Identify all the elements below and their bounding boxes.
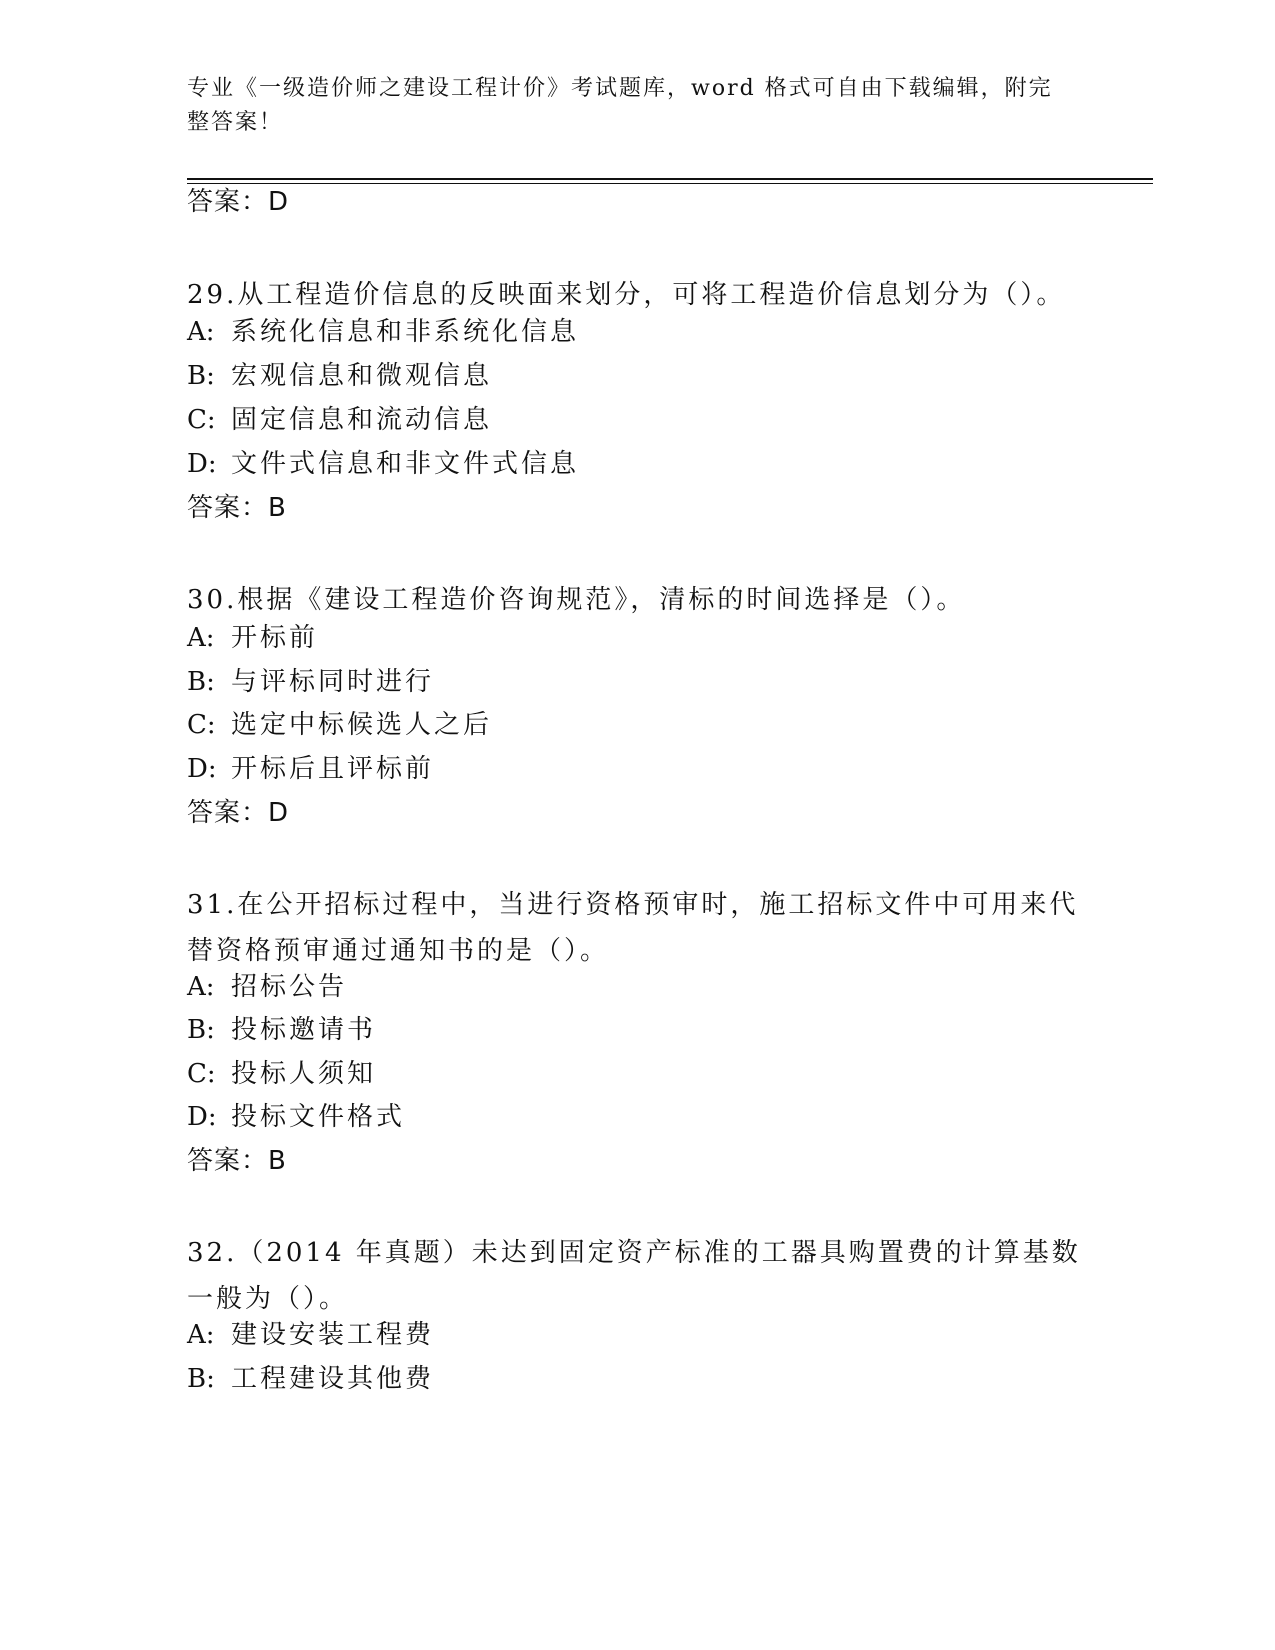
question-32-option-a (187, 1317, 434, 1353)
option-letter: A: (187, 623, 215, 653)
option-letter: A: (187, 1320, 215, 1350)
question-29-stem: 29.从工程造价信息的反映面来划分，可将工程造价信息划分为（）。 (187, 280, 1066, 310)
option-text: 与评标同时进行 (231, 667, 435, 697)
question-30-option-a (187, 620, 318, 656)
option-letter: C: (187, 405, 216, 435)
option-letter: D: (187, 754, 217, 784)
option-letter: C: (187, 710, 216, 740)
question-29-option-d (187, 446, 579, 482)
option-letter: A: (187, 317, 215, 347)
document-header: 专业《一级造价师之建设工程计价》考试题库，word 格式可自由下载编辑，附完整答案！ (187, 76, 1053, 135)
question-31-option-c (187, 1056, 376, 1092)
option-letter: D: (187, 1102, 217, 1132)
question-29-option-b (187, 358, 492, 394)
question-30-option-b (187, 664, 434, 700)
question-30-option-d (187, 751, 434, 787)
option-letter: C: (187, 1059, 216, 1089)
question-31-option-a (187, 969, 347, 1005)
question-31-answer: 答案：B (187, 1146, 287, 1176)
previous-answer: 答案：D (187, 187, 290, 217)
option-letter: B: (187, 361, 215, 391)
question-31-option-b (187, 1012, 376, 1048)
option-text: 工程建设其他费 (231, 1364, 435, 1394)
option-text: 宏观信息和微观信息 (231, 361, 493, 391)
question-30-stem: 30.根据《建设工程造价咨询规范》，清标的时间选择是（）。 (187, 585, 966, 615)
option-letter: B: (187, 1015, 215, 1045)
option-text: 固定信息和流动信息 (231, 405, 493, 435)
question-29-answer: 答案：B (187, 493, 287, 523)
option-letter: D: (187, 449, 217, 479)
question-31-option-d (187, 1099, 405, 1135)
question-31-stem: 31.在公开招标过程中，当进行资格预审时，施工招标文件中可用来代替资格预审通过通知书的是（）。 (187, 890, 1079, 966)
header-divider-thin (187, 183, 1153, 184)
option-text: 系统化信息和非系统化信息 (231, 317, 580, 347)
question-30-option-c (187, 707, 492, 743)
option-text: 投标文件格式 (231, 1102, 406, 1132)
option-text: 开标前 (231, 623, 319, 653)
option-text: 开标后且评标前 (231, 754, 435, 784)
question-30-answer: 答案：D (187, 798, 290, 828)
question-32-stem: 32.（2014 年真题）未达到固定资产标准的工器具购置费的计算基数一般为（）。 (187, 1238, 1081, 1314)
option-letter: A: (187, 972, 215, 1002)
question-32-option-b (187, 1361, 434, 1397)
option-text: 选定中标候选人之后 (231, 710, 493, 740)
option-text: 文件式信息和非文件式信息 (231, 449, 580, 479)
option-text: 投标人须知 (231, 1059, 377, 1089)
question-29-option-a (187, 314, 579, 350)
option-text: 投标邀请书 (231, 1015, 377, 1045)
option-letter: B: (187, 1364, 215, 1394)
option-text: 招标公告 (231, 972, 348, 1002)
option-text: 建设安装工程费 (231, 1320, 435, 1350)
question-29-option-c (187, 402, 492, 438)
option-letter: B: (187, 667, 215, 697)
header-divider-thick (187, 178, 1153, 180)
